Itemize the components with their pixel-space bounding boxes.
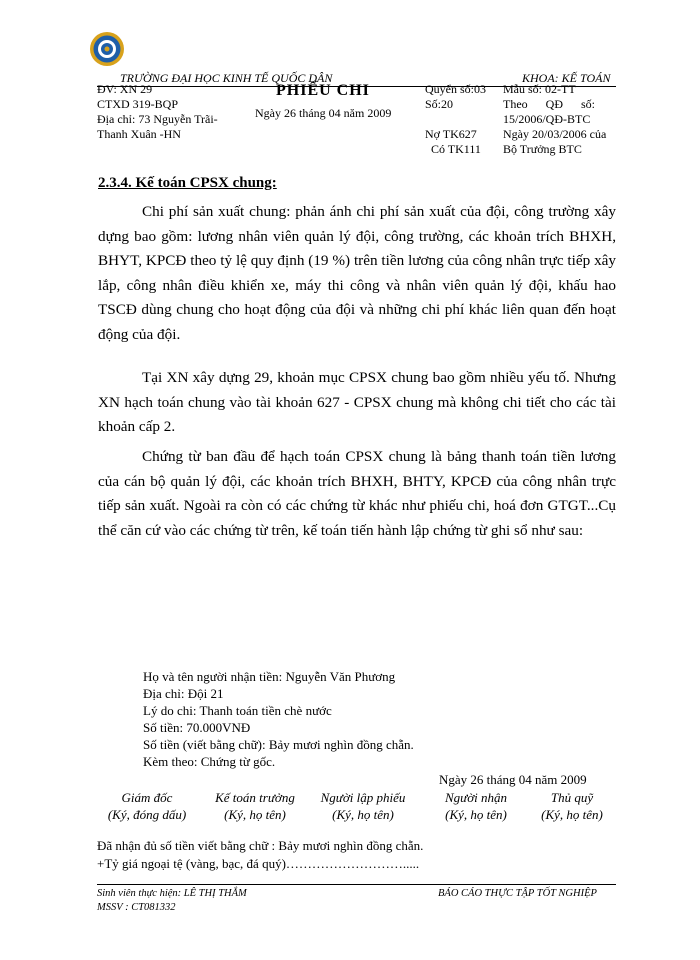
university-logo: [88, 30, 126, 68]
paragraph-2-text: Tại XN xây dựng 29, khoản mục CPSX chung bao gồm nhiều yếu tố. Nhưng XN hạch toán chung vào tài khoản 627 - CPSX chung mà không chi tiết cho các tài khoản cấp 2.: [98, 369, 616, 435]
signature-role: Người lập phiếu: [320, 790, 406, 805]
signature-note: (Ký, đóng dấu): [107, 807, 187, 822]
slip-address: Địa chỉ: Đội 21: [143, 686, 224, 701]
slip-amount: Số tiền: 70.000VNĐ: [143, 720, 251, 735]
paragraph-1-text: Chi phí sản xuất chung: phản ánh chi phí sản xuất của đội, công trường xây dựng bao gồm: lương nhân viên quản lý đội, công trường, các khoản trích BHXH, BHYT, KPCĐ theo tỷ lệ quy định (19 %) trên tiền lương của công nhân trực tiếp xây lắp, công nhân điều khiển xe, máy thi công và nhân viên quản lý đội, khấu hao TSCĐ dùng chung cho hoạt động của đội và những chi phí khác liên quan đến hoạt động của đội.: [98, 203, 616, 343]
footer-student-id: MSSV : CT081332: [97, 902, 176, 913]
slip-attached: Kèm theo: Chứng từ gốc.: [143, 754, 276, 769]
paragraph-1: [98, 200, 616, 347]
signature-director: [97, 789, 197, 823]
voucher-company: CTXD 319-BQP: [97, 97, 179, 111]
signature-role: Kế toán trưởng: [215, 790, 295, 805]
form-ref-1: Theo QĐ số:: [503, 97, 595, 111]
paragraph-2: [98, 366, 616, 440]
signature-role: Thủ quỹ: [550, 790, 594, 805]
form-ref-2: 15/2006/QĐ-BTC: [503, 112, 591, 126]
footer-report-title: BÁO CÁO THỰC TẬP TỐT NGHIỆP: [438, 888, 597, 899]
signature-note: (Ký, họ tên): [541, 807, 603, 822]
voucher-book-no: Quyển số:03: [425, 82, 486, 96]
voucher-number: Số:20: [425, 97, 454, 111]
faculty-name: KHOA: KẾ TOÁN: [522, 71, 611, 85]
voucher-address-2: Thanh Xuân -HN: [97, 127, 181, 141]
voucher-title: PHIẾU CHI: [276, 82, 370, 99]
paragraph-3-text: Chứng từ ban đầu để hạch toán CPSX chung là bảng thanh toán tiền lương của cán bộ quản lý đội, các khoản trích BHXH, BHTY, KPCĐ của công nhân trực tiếp sản xuất. Ngoài ra còn có các chứng từ khác như phiếu chi, hoá đơn GTGT...Cụ thể căn cứ vào các chứng từ trên, kế toán tiến hành lập chứng từ ghi sổ như sau:: [98, 448, 616, 539]
section-heading: 2.3.4. Kế toán CPSX chung:: [98, 175, 277, 191]
signature-preparer: [309, 789, 417, 823]
slip-reason: Lý do chi: Thanh toán tiền chè nước: [143, 703, 332, 718]
slip-amount-words: Số tiền (viết bằng chữ): Bảy mươi nghìn đồng chẵn.: [143, 737, 414, 752]
received-note: Đã nhận đủ số tiền viết bằng chữ : Bảy mươi nghìn đồng chẵn.: [97, 838, 424, 853]
signature-cashier: [527, 789, 617, 823]
exchange-rate-note: +Tỷ giá ngoại tệ (vàng, bạc, đá quý)……………………….....: [97, 856, 420, 871]
signature-note: (Ký, họ tên): [224, 807, 286, 822]
form-ref-3: Ngày 20/03/2006 của: [503, 127, 607, 141]
signature-role: Giám đốc: [121, 790, 173, 805]
signature-chief-accountant: [205, 789, 305, 823]
voucher-debit: Nợ TK627: [425, 127, 477, 141]
signature-note: (Ký, họ tên): [332, 807, 394, 822]
footer-rule: [97, 884, 616, 885]
signature-recipient: [428, 789, 524, 823]
paragraph-3: [98, 445, 616, 543]
signature-role: Người nhận: [444, 790, 508, 805]
voucher-credit: Có TK111: [431, 142, 481, 156]
slip-date: Ngày 26 tháng 04 năm 2009: [439, 772, 587, 787]
university-name: TRƯỜNG ĐẠI HỌC KINH TẾ QUỐC DÂN: [120, 71, 333, 85]
form-number: Mẫu số: 02-TT: [503, 82, 576, 96]
slip-recipient: Họ và tên người nhận tiền: Nguyễn Văn Phương: [143, 669, 396, 684]
voucher-unit: ĐV: XN 29: [97, 82, 153, 96]
voucher-address-1: Địa chỉ: 73 Nguyễn Trãi-: [97, 112, 218, 126]
form-ref-4: Bộ Trưởng BTC: [503, 142, 582, 156]
signature-note: (Ký, họ tên): [445, 807, 507, 822]
footer-student: Sinh viên thực hiện: LÊ THỊ THẮM: [97, 888, 247, 899]
voucher-date: Ngày 26 tháng 04 năm 2009: [255, 106, 392, 120]
